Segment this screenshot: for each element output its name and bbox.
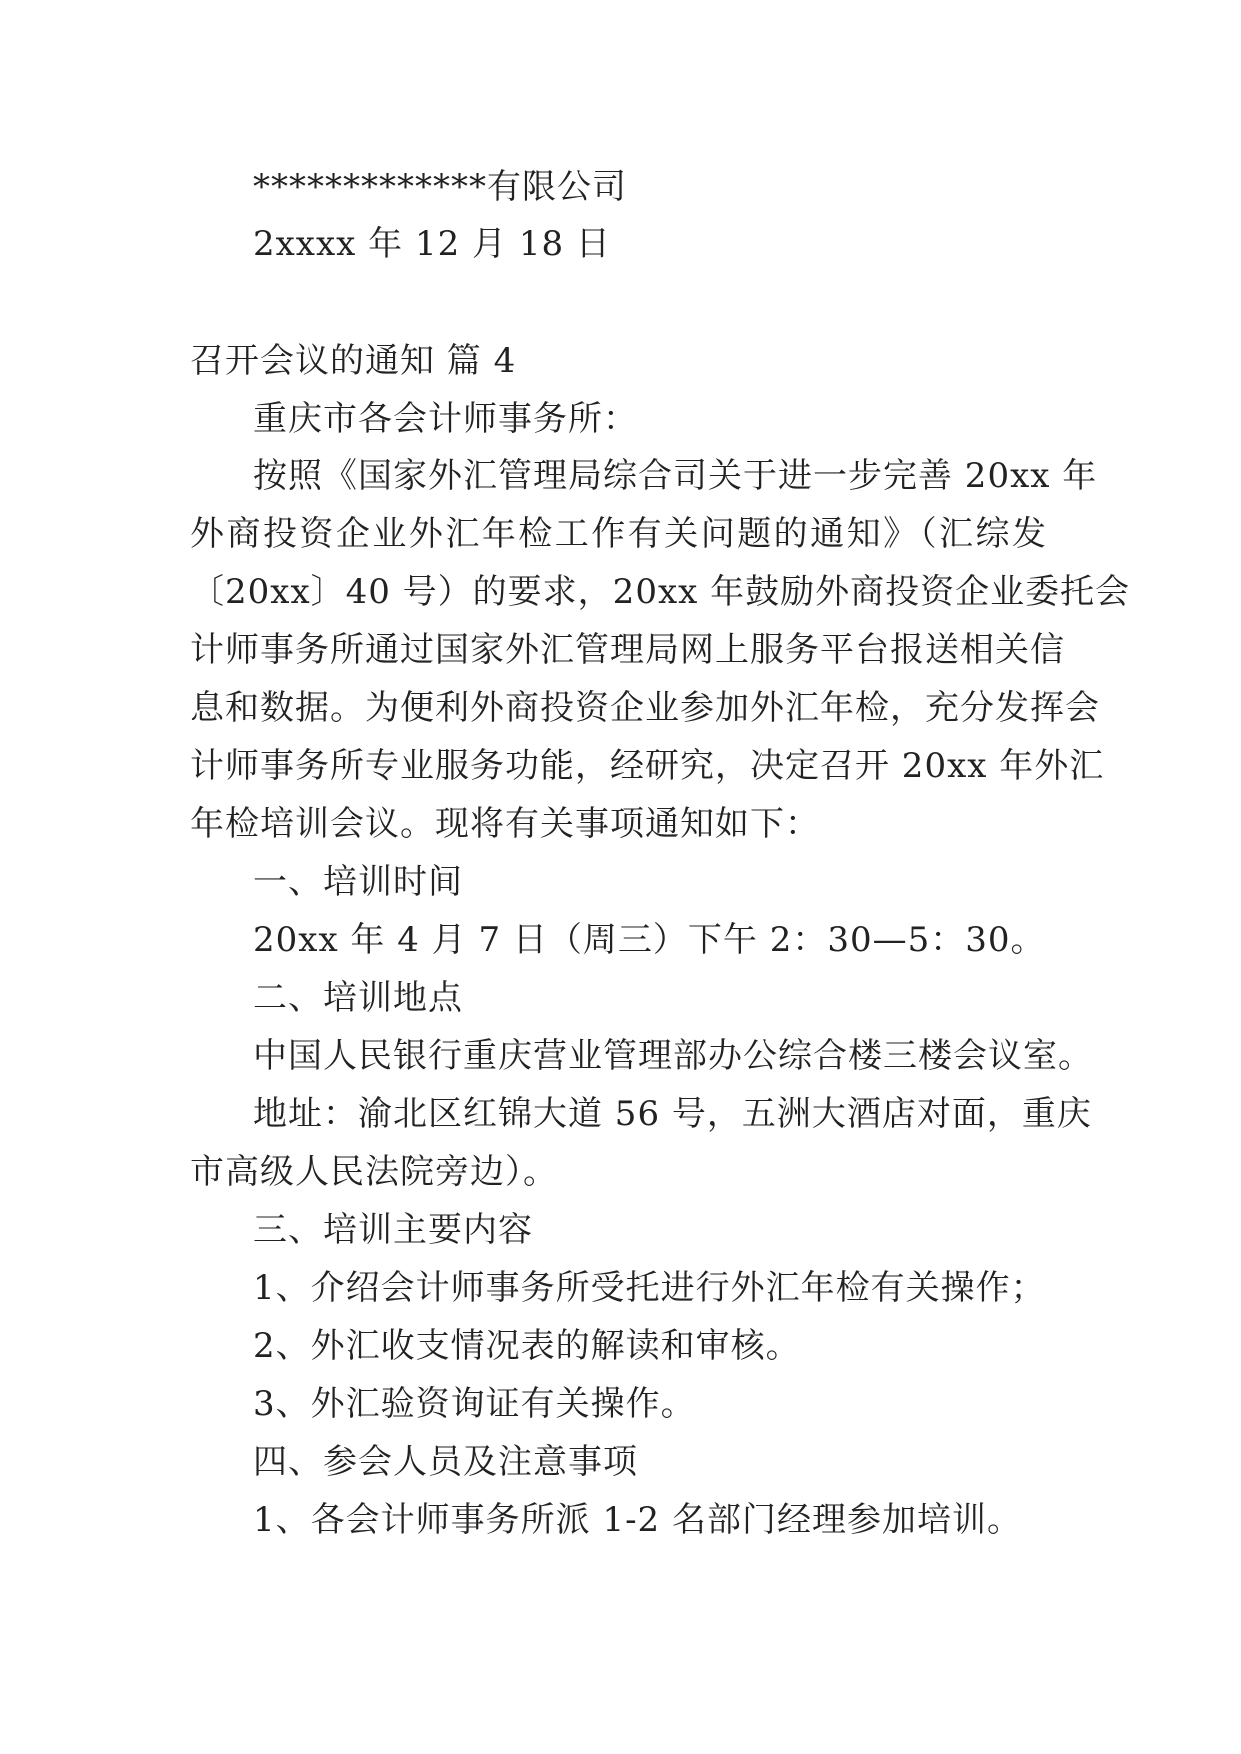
- section-4-item-1: 1、各会计师事务所派 1-2 名部门经理参加培训。: [253, 1500, 1022, 1540]
- section-1-heading: 一、培训时间: [253, 862, 463, 902]
- section-3-item-1: 1、介绍会计师事务所受托进行外汇年检有关操作；: [253, 1268, 1046, 1308]
- intro-line-7: 年检培训会议。现将有关事项通知如下：: [190, 804, 820, 844]
- section-3-heading: 三、培训主要内容: [253, 1210, 533, 1250]
- section-3-item-2: 2、外汇收支情况表的解读和审核。: [253, 1326, 801, 1366]
- notice-title: 召开会议的通知 篇 4: [190, 341, 517, 381]
- intro-line-6: 计师事务所专业服务功能，经研究，决定召开 20xx 年外汇: [190, 746, 1105, 786]
- address-line-2: 市高级人民法院旁边）。: [190, 1152, 558, 1192]
- section-3-item-3: 3、外汇验资询证有关操作。: [253, 1384, 696, 1424]
- section-4-heading: 四、参会人员及注意事项: [253, 1442, 638, 1482]
- intro-line-4: 计师事务所通过国家外汇管理局网上服务平台报送相关信: [190, 630, 1065, 670]
- section-2-heading: 二、培训地点: [253, 978, 463, 1018]
- section-1-body: 20xx 年 4 月 7 日（周三）下午 2：30—5：30。: [253, 920, 1046, 960]
- intro-line-2: 外商投资企业外汇年检工作有关问题的通知》（汇综发: [190, 514, 1047, 554]
- addressee: 重庆市各会计师事务所：: [253, 399, 638, 439]
- section-2-body: 中国人民银行重庆营业管理部办公综合楼三楼会议室。: [253, 1036, 1093, 1076]
- intro-line-5: 息和数据。为便利外商投资企业参加外汇年检，充分发挥会: [190, 688, 1100, 728]
- intro-line-3: 〔20xx〕40 号）的要求，20xx 年鼓励外商投资企业委托会: [190, 572, 1131, 612]
- address-line-1: 地址：渝北区红锦大道 56 号，五洲大酒店对面，重庆: [253, 1094, 1092, 1134]
- intro-line-1: 按照《国家外汇管理局综合司关于进一步完善 20xx 年: [253, 456, 1098, 496]
- issue-date: 2xxxx 年 12 月 18 日: [253, 224, 611, 264]
- company-name: *************有限公司: [253, 167, 627, 207]
